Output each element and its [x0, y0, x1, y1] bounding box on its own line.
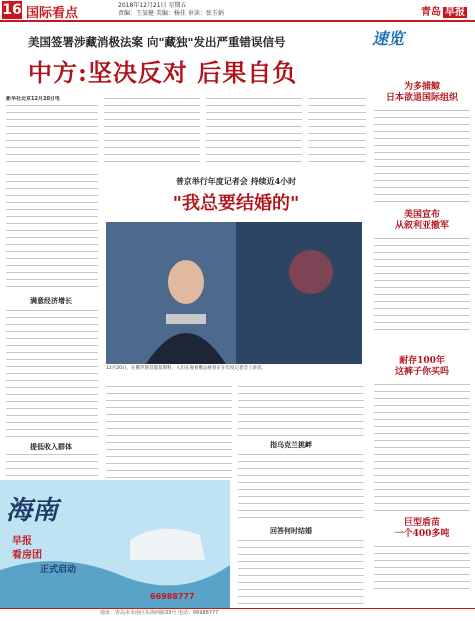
top-story — [28, 34, 358, 88]
logo-left: 青岛 — [421, 7, 441, 18]
putin-press-photo — [106, 222, 362, 364]
subhead-marriage: 回答何时结婚 — [270, 526, 312, 535]
ad-line2: 看房团 — [12, 550, 42, 561]
brief-text-2 — [374, 236, 470, 336]
sidebar-banner — [372, 26, 472, 66]
date-text: 2018年12月21日 星期五 — [118, 2, 187, 9]
sidebar-brand: 速览 — [372, 29, 405, 48]
right-col-text1 — [238, 384, 364, 436]
ad-line3: 正式启动 — [40, 565, 77, 575]
big-story-kicker: 普京举行年度记者会 持续近4小时 — [175, 176, 297, 186]
top-story-kicker: 美国签署涉藏消极法案 向"藏独"发出严重错误信号 — [28, 35, 286, 49]
ad-phone: 66988777 — [150, 592, 195, 601]
top-story-col2 — [104, 96, 200, 162]
footer-text: 地址：青岛市市南区东海西路33号 电话：66988777 — [100, 610, 219, 616]
subhead-ukraine: 指乌克兰挑衅 — [270, 440, 312, 449]
right-col-text2 — [238, 452, 364, 522]
brief-sidebar — [372, 26, 472, 596]
ad-title: 海南 — [6, 496, 59, 526]
right-col-text3 — [238, 538, 364, 606]
top-story-col1 — [6, 96, 98, 162]
hainan-ad — [0, 480, 230, 608]
section-title: 国际看点 — [26, 6, 79, 21]
page-number: 16 — [2, 2, 22, 18]
brief-text-1 — [374, 108, 470, 206]
byline: 新华社北京12月20日电 — [6, 96, 60, 102]
brief-title-4: 巨型盾苗 一个400多吨 — [394, 518, 450, 539]
top-story-col3 — [206, 96, 302, 162]
newspaper-logo — [419, 3, 467, 18]
logo-right: 早报 — [445, 7, 465, 18]
photo-caption: 12月20日，在俄罗斯首都莫斯科，人们在观看俄总统普京在年度记者会上讲话。 — [106, 366, 266, 371]
top-story-col4 — [308, 96, 366, 162]
brief-text-4 — [374, 544, 470, 594]
photo-illustration — [106, 222, 362, 364]
brief-title-3: 耐存100年 这裤子你买吗 — [394, 356, 449, 377]
big-story-headline: "我总要结婚的" — [172, 193, 300, 214]
left-col-text2 — [6, 308, 98, 438]
left-col-text1 — [6, 172, 98, 292]
editors-text: 责编：王玺健 美编：杨佳 审读：张玉娟 — [118, 10, 224, 17]
middle-col-text — [106, 384, 232, 480]
date-line — [118, 2, 224, 18]
subhead-income: 提低收入群体 — [30, 442, 72, 451]
text-block — [6, 103, 98, 162]
top-story-headline: 中方:坚决反对 后果自负 — [28, 58, 298, 87]
brief-title-1: 为多捕鲸 日本欲退国际组织 — [385, 82, 458, 103]
ad-line1: 早报 — [12, 536, 32, 547]
brief-text-3 — [374, 382, 470, 512]
page-footer — [0, 608, 475, 621]
subhead-economy: 满意经济增长 — [30, 296, 72, 305]
big-story — [104, 176, 368, 215]
brief-title-2: 美国宣布 从叙利亚撤军 — [394, 210, 449, 231]
left-col-text3 — [6, 452, 98, 478]
page-header — [0, 0, 475, 22]
